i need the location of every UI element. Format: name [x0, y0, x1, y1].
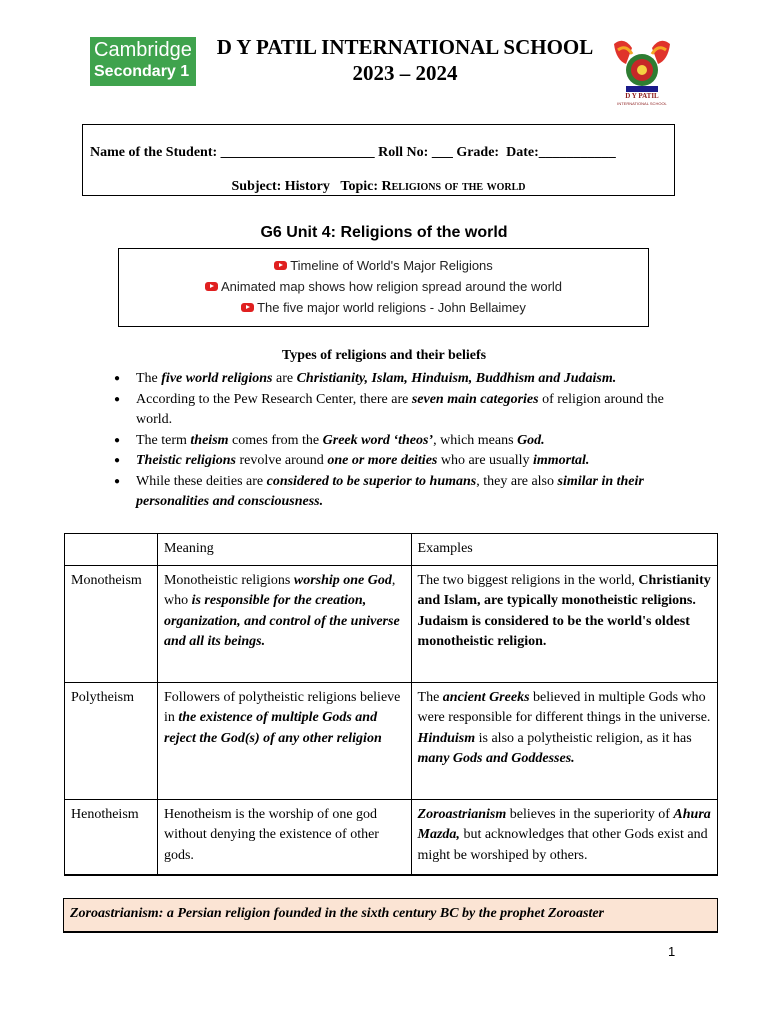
- video-link-label: The five major world religions - John Bellaimey: [257, 300, 526, 315]
- cambridge-logo-line1: Cambridge: [94, 39, 192, 61]
- youtube-icon: [241, 303, 254, 312]
- table-header-row: [65, 534, 718, 566]
- date-field[interactable]: ___________: [538, 145, 616, 160]
- table-row: [65, 682, 718, 799]
- beliefs-list: [112, 369, 672, 513]
- subject-value: History: [284, 179, 330, 194]
- student-info-fields: [90, 145, 616, 161]
- meaning-cell: Followers of polytheistic religions believe in the existence of multiple Gods and reject the God(s) of any other religion: [157, 682, 411, 799]
- cambridge-logo: [90, 37, 196, 86]
- table-header-cell: Examples: [411, 534, 717, 566]
- table-header-cell: Meaning: [157, 534, 411, 566]
- date-label: Date:: [506, 145, 539, 160]
- list-item: ● While these deities are considered to be superior to humans, they are also similar in their personalities and consciousness.: [112, 472, 672, 513]
- list-item: ● Theistic religions revolve around one or more deities who are usually immortal.: [112, 451, 672, 472]
- crest-title: D Y PATIL: [625, 92, 659, 100]
- meaning-cell: Henotheism is the worship of one god without denying the existence of other gods.: [157, 799, 411, 875]
- section-heading: Types of religions and their beliefs: [281, 348, 487, 363]
- examples-cell: The two biggest religions in the world, Christianity and Islam, are typically monotheistic religions. Judaism is considered to be the world's oldest monotheistic religion.: [411, 565, 717, 682]
- academic-year: 2023 – 2024: [352, 61, 458, 85]
- zoroastrianism-note: Zoroastrianism: a Persian religion founded in the sixth century BC by the prophet Zoroaster: [63, 898, 718, 933]
- crest-subtitle: INTERNATIONAL SCHOOL: [617, 101, 667, 106]
- school-header: [200, 34, 610, 86]
- page-number: 1: [668, 944, 676, 959]
- table-row: [65, 565, 718, 682]
- video-link-five-religions[interactable]: [118, 300, 649, 315]
- video-link-animated-map[interactable]: [118, 279, 649, 294]
- meaning-cell: Monotheistic religions worship one God, who is responsible for the creation, organization, and control of the universe and all its beings.: [157, 565, 411, 682]
- list-item: ● The five world religions are Christianity, Islam, Hinduism, Buddhism and Judaism.: [112, 369, 672, 390]
- student-name-field[interactable]: ______________________: [220, 145, 375, 160]
- row-label: Henotheism: [65, 799, 158, 875]
- table-row: [65, 799, 718, 875]
- list-item: ● According to the Pew Research Center, there are seven main categories of religion around the world.: [112, 390, 672, 431]
- youtube-icon: [274, 261, 287, 270]
- video-link-timeline[interactable]: [118, 258, 649, 273]
- topic-label: Topic:: [340, 179, 378, 194]
- school-name: D Y PATIL INTERNATIONAL SCHOOL: [216, 35, 594, 59]
- grade-label: Grade:: [456, 145, 500, 160]
- video-link-label: Animated map shows how religion spread around the world: [220, 279, 563, 294]
- row-label: Polytheism: [65, 682, 158, 799]
- religion-types-table: [64, 533, 718, 876]
- roll-no-field[interactable]: ___: [431, 145, 453, 160]
- unit-title: G6 Unit 4: Religions of the world: [260, 224, 508, 241]
- video-link-label: Timeline of World's Major Religions: [290, 258, 493, 273]
- table-header-cell: [65, 534, 158, 566]
- roll-no-label: Roll No:: [378, 145, 429, 160]
- student-name-label: Name of the Student:: [90, 145, 218, 160]
- list-item: ● The term theism comes from the Greek word ‘theos’, which means God.: [112, 431, 672, 452]
- youtube-icon: [205, 282, 218, 291]
- subject-topic-line: [82, 179, 675, 195]
- cambridge-logo-line2: Secondary 1: [94, 63, 190, 80]
- examples-cell: Zoroastrianism believes in the superiority of Ahura Mazda, but acknowledges that other Gods exist and might be worshiped by others.: [411, 799, 717, 875]
- subject-label: Subject:: [231, 179, 282, 194]
- row-label: Monotheism: [65, 565, 158, 682]
- topic-value: Religions of the world: [381, 179, 526, 194]
- school-crest-logo: [606, 34, 678, 110]
- examples-cell: The ancient Greeks believed in multiple Gods who were responsible for different things in the universe. Hinduism is also a polytheistic religion, as it has many Gods and Goddesses.: [411, 682, 717, 799]
